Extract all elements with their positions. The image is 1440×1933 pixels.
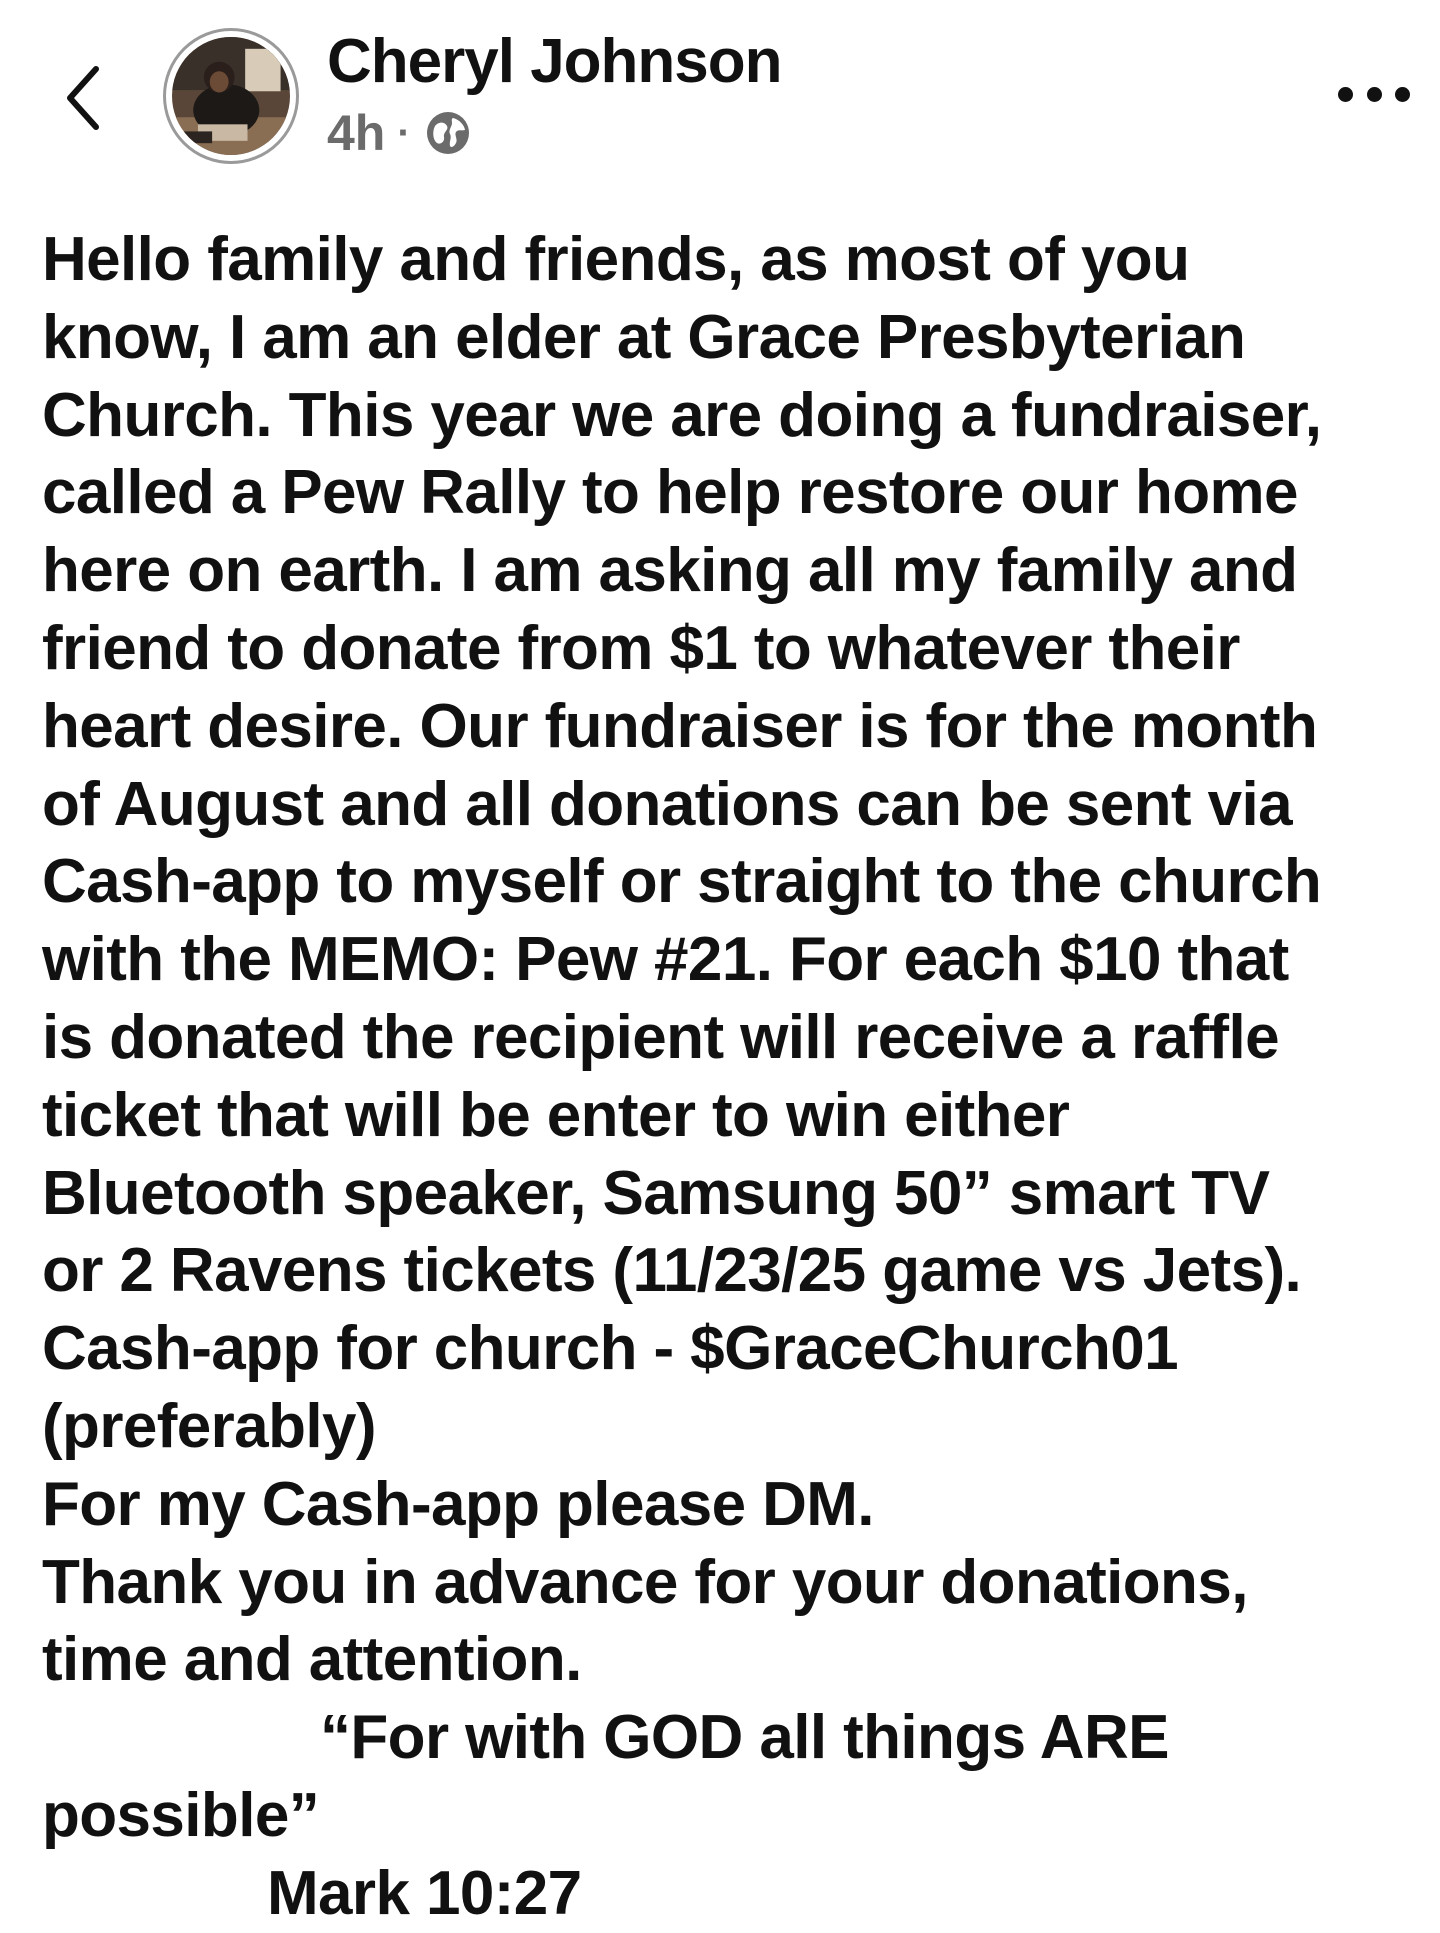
post-line: of August and all donations can be sent via bbox=[42, 769, 1292, 839]
bible-reference: Mark 10:27 bbox=[267, 1858, 582, 1928]
post-meta bbox=[327, 102, 471, 164]
post-line: Cash-app to myself or straight to the church bbox=[42, 847, 1322, 917]
post-line: called a Pew Rally to help restore our home bbox=[42, 458, 1298, 528]
post-line: (preferably) bbox=[42, 1391, 376, 1461]
bible-quote-line: possible” bbox=[42, 1780, 320, 1850]
post-line: Church. This year we are doing a fundraiser, bbox=[42, 380, 1322, 450]
author-name[interactable]: Cheryl Johnson bbox=[327, 27, 782, 96]
post-line: friend to donate from $1 to whatever their bbox=[42, 613, 1240, 683]
post-timestamp[interactable]: 4h bbox=[327, 105, 386, 161]
post-line: or 2 Ravens tickets (11/23/25 game vs Jets). bbox=[42, 1236, 1302, 1306]
bible-quote-line: “For with GOD all things ARE bbox=[320, 1703, 1169, 1773]
back-button[interactable] bbox=[52, 58, 112, 138]
more-options-button[interactable] bbox=[1338, 76, 1410, 112]
post-line: ticket that will be enter to win either bbox=[42, 1080, 1070, 1150]
post-line: with the MEMO: Pew #21. For each $10 that bbox=[42, 925, 1289, 995]
globe-icon[interactable] bbox=[425, 110, 471, 156]
post-line: Thank you in advance for your donations, bbox=[42, 1547, 1248, 1617]
post-text bbox=[42, 221, 1422, 1933]
post-line: For my Cash-app please DM. bbox=[42, 1469, 874, 1539]
post-line: time and attention. bbox=[42, 1625, 582, 1695]
avatar-photo bbox=[172, 37, 290, 155]
post-line: know, I am an elder at Grace Presbyterian bbox=[42, 302, 1246, 372]
more-dot-icon bbox=[1338, 87, 1353, 102]
more-dot-icon bbox=[1395, 87, 1410, 102]
post-line: Bluetooth speaker, Samsung 50” smart TV bbox=[42, 1158, 1270, 1228]
post-line: Cash-app for church - $GraceChurch01 bbox=[42, 1314, 1179, 1384]
author-avatar[interactable] bbox=[163, 28, 299, 164]
post-line: Hello family and friends, as most of you bbox=[42, 225, 1190, 294]
post-line: heart desire. Our fundraiser is for the month bbox=[42, 691, 1318, 761]
chevron-left-icon bbox=[62, 63, 102, 133]
post-line: is donated the recipient will receive a raffle bbox=[42, 1002, 1279, 1072]
post-header bbox=[0, 0, 1440, 200]
post-line: here on earth. I am asking all my family and bbox=[42, 536, 1298, 606]
more-dot-icon bbox=[1367, 87, 1382, 102]
meta-separator: · bbox=[397, 111, 411, 155]
